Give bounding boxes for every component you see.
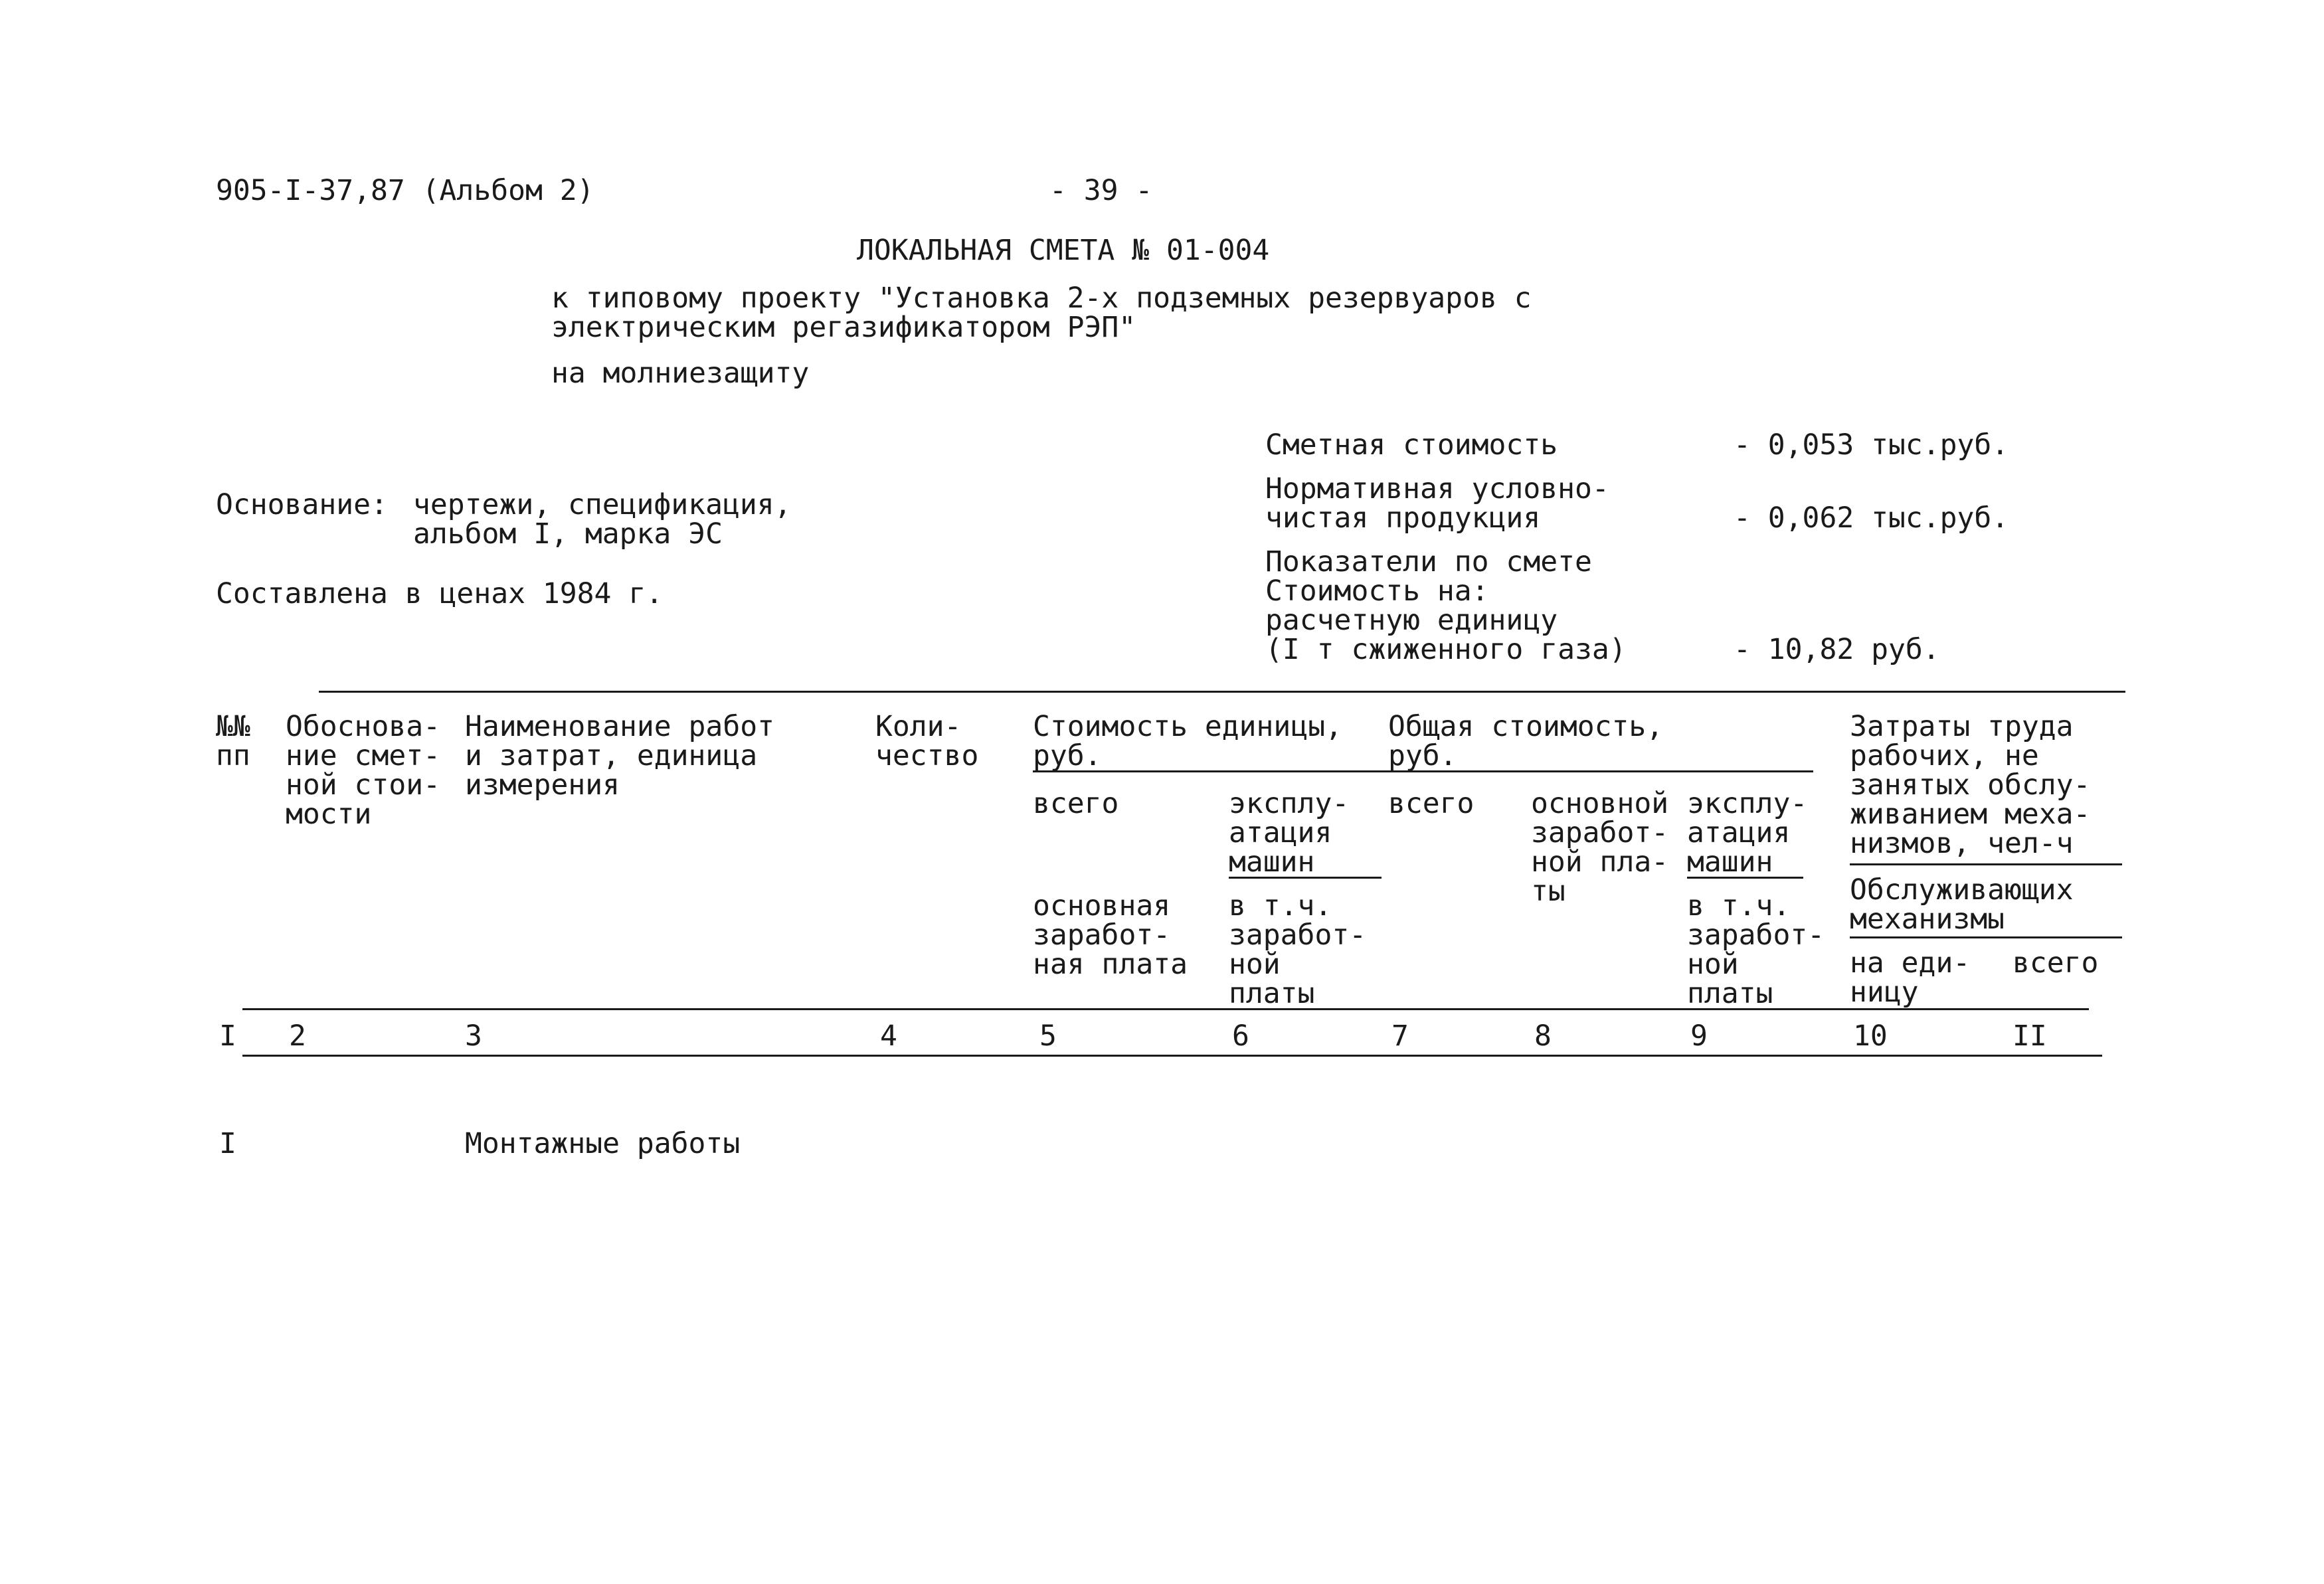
unit-wage-header-3: ная плата <box>1033 948 1188 981</box>
basis-line-2: альбом I, марка ЭС <box>413 517 723 551</box>
title-line-1: к типовому проекту "Установка 2-х подземных резервуаров с <box>551 282 1532 315</box>
unit-wage-header-1: основная <box>1033 889 1171 923</box>
prices-basis: Составлена в ценах 1984 г. <box>216 577 664 610</box>
column-number: 4 <box>880 1019 897 1053</box>
normative-value: - 0,062 тыс.руб. <box>1734 501 2009 535</box>
unit-total-header: всего <box>1033 787 1119 820</box>
total-machine-wage-1: в т.ч. <box>1687 889 1791 923</box>
servicing-header-1: Обслуживающих <box>1850 873 2074 907</box>
page-title: ЛОКАЛЬНАЯ СМЕТА № 01-004 <box>857 234 1270 267</box>
total-wage-header-3: ной пла- <box>1531 845 1669 879</box>
normative-label-2: чистая продукция <box>1265 501 1541 535</box>
unit-cost-header-1: Стоимость единицы, <box>1033 710 1342 743</box>
table-top-rule <box>319 691 2125 693</box>
column-number: II <box>2012 1019 2047 1053</box>
title-line-3: на молниезащиту <box>551 357 810 390</box>
unit-machine-header-1: эксплу- <box>1229 787 1350 820</box>
unit-machine-wage-2: заработ- <box>1229 919 1367 952</box>
basis-label: Основание: <box>216 488 388 521</box>
header-bottom-rule <box>242 1008 2089 1010</box>
unit-cost-header-2: руб. <box>1033 739 1102 772</box>
labor-rule <box>1850 863 2122 865</box>
total-machine-header-3: машин <box>1687 845 1773 879</box>
col3-header-3: измерения <box>465 768 620 802</box>
normative-label-1: Нормативная условно- <box>1265 472 1609 505</box>
column-number: 9 <box>1690 1019 1708 1053</box>
section-number: I <box>219 1127 236 1160</box>
col2-header-3: ной стои- <box>286 768 440 802</box>
total-machine-wage-4: платы <box>1687 977 1773 1010</box>
all-header: всего <box>2012 946 2099 980</box>
column-number-rule <box>242 1055 2102 1057</box>
labor-header-1: Затраты труда <box>1850 710 2074 743</box>
page-number: - 39 - <box>1049 174 1153 207</box>
unit-machine-header-3: машин <box>1229 845 1315 879</box>
col2-header-2: ние смет- <box>286 739 440 772</box>
column-number: I <box>219 1019 236 1053</box>
labor-header-2: рабочих, не <box>1850 739 2039 772</box>
total-wage-header-1: основной <box>1531 787 1669 820</box>
estimated-cost-value: - 0,053 тыс.руб. <box>1734 428 2009 462</box>
per-unit-header-1: на еди- <box>1850 946 1971 980</box>
basis-line-1: чертежи, спецификация, <box>413 488 792 521</box>
total-all-header: всего <box>1388 787 1475 820</box>
indicators-line-1: Показатели по смете <box>1265 545 1592 578</box>
indicators-line-2: Стоимость на: <box>1265 574 1489 608</box>
unit-wage-header-2: заработ- <box>1033 919 1171 952</box>
column-number: 8 <box>1534 1019 1552 1053</box>
labor-header-3: занятых обслу- <box>1850 768 2091 802</box>
labor-header-4: живанием меха- <box>1850 798 2091 831</box>
total-machine-wage-2: заработ- <box>1687 919 1825 952</box>
col1-header-1: №№ <box>216 710 250 743</box>
col4-header-2: чество <box>875 739 979 772</box>
unit-machine-wage-4: платы <box>1229 977 1315 1010</box>
unit-machine-header-2: атация <box>1229 816 1332 849</box>
title-line-2: электрическим регазификатором РЭП" <box>551 311 1136 344</box>
unit-cost-value: - 10,82 руб. <box>1734 633 1940 666</box>
indicators-line-3: расчетную единицу <box>1265 604 1558 637</box>
estimated-cost-label: Сметная стоимость <box>1265 428 1558 462</box>
column-number: 7 <box>1391 1019 1409 1053</box>
indicators-line-4: (I т сжиженного газа) <box>1265 633 1627 666</box>
total-wage-header-2: заработ- <box>1531 816 1669 849</box>
col3-header-2: и затрат, единица <box>465 739 758 772</box>
col2-header-1: Обоснова- <box>286 710 440 743</box>
total-machine-header-1: эксплу- <box>1687 787 1808 820</box>
column-number: 10 <box>1853 1019 1888 1053</box>
total-wage-header-4: ты <box>1531 875 1565 908</box>
col4-header-1: Коли- <box>875 710 962 743</box>
total-cost-header-2: руб. <box>1388 739 1457 772</box>
col2-header-4: мости <box>286 798 372 831</box>
servicing-header-2: механизмы <box>1850 903 2005 936</box>
total-machine-wage-3: ной <box>1687 948 1739 981</box>
column-number: 5 <box>1039 1019 1057 1053</box>
section-title: Монтажные работы <box>465 1127 741 1160</box>
column-number: 6 <box>1232 1019 1249 1053</box>
total-cost-header-1: Общая стоимость, <box>1388 710 1664 743</box>
album-code: 905-I-37,87 (Альбом 2) <box>216 174 594 207</box>
unit-machine-wage-3: ной <box>1229 948 1281 981</box>
unit-machine-wage-1: в т.ч. <box>1229 889 1332 923</box>
servicing-rule <box>1850 936 2122 938</box>
per-unit-header-2: ницу <box>1850 976 1919 1009</box>
column-number: 2 <box>289 1019 306 1053</box>
total-machine-header-2: атация <box>1687 816 1791 849</box>
col1-header-2: пп <box>216 739 250 772</box>
labor-header-5: низмов, чел-ч <box>1850 827 2074 860</box>
column-number: 3 <box>465 1019 482 1053</box>
col3-header-1: Наименование работ <box>465 710 774 743</box>
